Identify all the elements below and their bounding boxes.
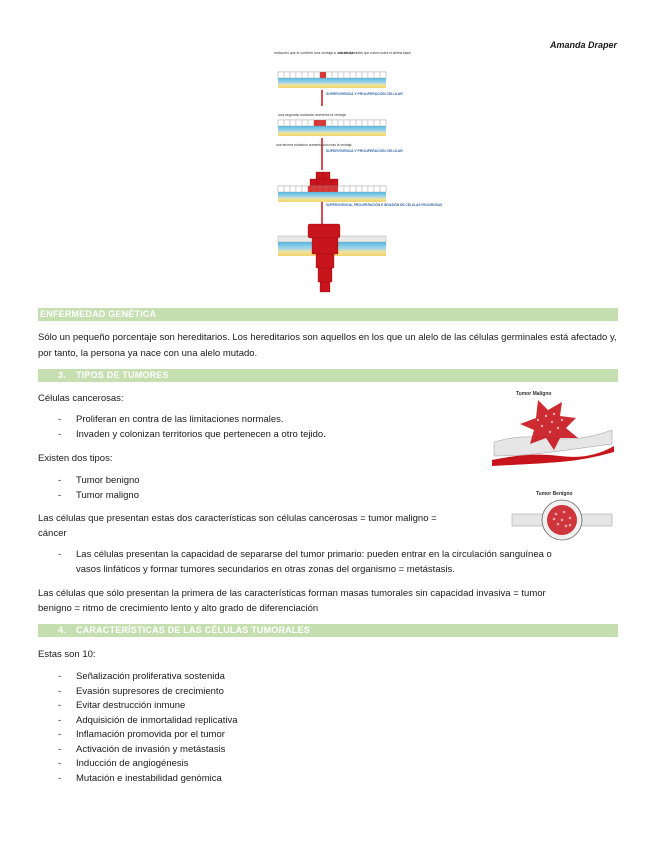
section-genetic-title: ENFERMEDAD GENÉTICA [40,309,157,319]
first-mutation-label: mutación que le confiere una ventaja a una célula [274,51,354,55]
list-item: - Tumor maligno [58,489,140,504]
features-list [58,670,238,786]
cancer-cells-intro: Células cancerosas: [38,393,124,404]
metastasis-line-1: - Las células presentan la capacidad de separarse del tumor primario: pueden entrar en la circulación sanguínea o [76,549,552,560]
malignant-line-2: cáncer [38,528,67,539]
metastasis-line-2: vasos linfáticos y formar tumores secundarios en otras zonas del organismo = metástasis. [76,563,455,575]
list-item: - Inducción de angiogénesis [58,757,238,772]
benign-tumor-label: Tumor Benigno [536,491,573,497]
list-item: - Proliferan en contra de las limitaciones normales. [58,413,326,428]
epithelial-cell-row-1 [278,72,386,78]
malignant-line-1: Las células que presentan estas dos características son células cancerosas = tumor maligno = [38,513,437,524]
genetic-paragraph: Sólo un pequeño porcentaje son hereditarios. Los hereditarios son aquellos en los que un alelo de las células germinales está afectado y, por tanto, la persona ya nace con una alelo mutado. [38,332,617,359]
section-types-number: 3. [58,370,66,380]
malignant-tumor-label: Tumor Maligno [516,391,552,397]
list-item: - Señalización proliferativa sostenida [58,670,238,685]
section-types-header [38,369,618,382]
list-item: - Evasión supresores de crecimiento [58,685,238,700]
list-item: - Mutación e inestabilidad genómica [58,772,238,787]
metastasis-list [58,548,618,577]
tumor-progression-figure [270,46,443,294]
step3-label: SUPERVIVENCIA, PROLIFERACIÓN E INVASIÓN DE CÉLULAS PELIGROSAS [326,203,443,207]
step1-label: SUPERVIVENCIA Y PROLIFERACIÓN CELULAR [326,92,403,96]
list-item: - Activación de invasión y metástasis [58,743,238,758]
list-item: - Tumor benigno [58,474,140,489]
section-features-header [38,624,618,637]
second-mutation-label: una segunda mutación aumenta la ventaja [278,113,346,117]
author-name: Amanda Draper [549,40,617,50]
epithelial-cells-label: células epiteliales que crecen sobre la lámina basal [338,51,411,55]
third-mutation-label: una tercera mutación aumenta aún más la ventaja [276,143,352,147]
list-item [58,548,618,577]
benign-line-2: benigno = ritmo de crecimiento lento y alto grado de diferenciación [38,603,319,614]
list-item: - Invaden y colonizan territorios que pertenecen a otro tejido. [58,428,326,443]
features-intro: Estas son 10: [38,649,96,660]
list-item: - Evitar destrucción inmune [58,699,238,714]
section-types-title: TIPOS DE TUMORES [76,370,169,380]
tumor-types-list [58,474,140,503]
list-item: - Adquisición de inmortalidad replicativa [58,714,238,729]
section-features-title: CARACTERÍSTICAS DE LAS CÉLULAS TUMORALES [76,625,311,635]
cancer-traits-list [58,413,326,442]
list-item: - Inflamación promovida por el tumor [58,728,238,743]
step2-label: SUPERVIVENCIA Y PROLIFERACIÓN CELULAR [326,149,403,153]
types-intro: Existen dos tipos: [38,453,113,464]
benign-tumor-figure [508,486,616,544]
benign-line-1: Las células que sólo presentan la primera de las características forman masas tumorales sin capacidad invasiva = tumor [38,588,546,599]
malignant-tumor-figure [490,386,616,470]
section-features-number: 4. [58,625,66,635]
section-genetic-header [38,308,618,321]
